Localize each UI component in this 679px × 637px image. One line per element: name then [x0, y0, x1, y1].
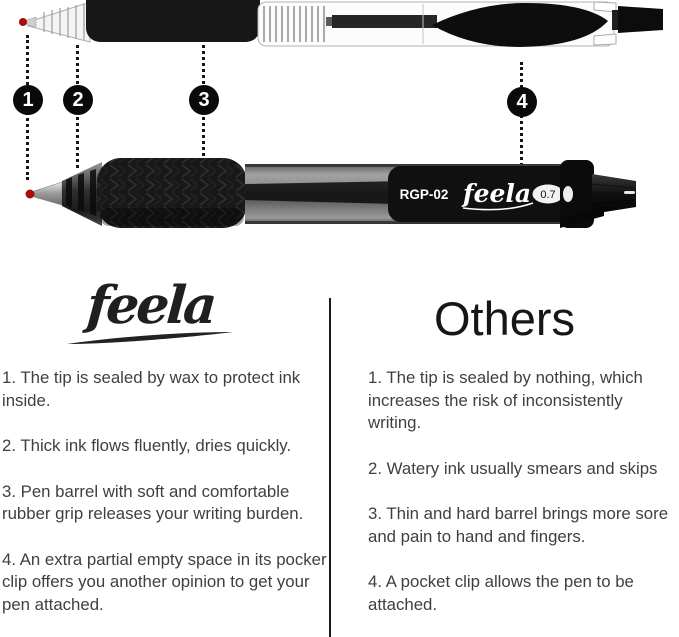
pen1-rubber-grip [86, 0, 260, 42]
pen2-red-ink-tip [26, 190, 35, 199]
callout-number: 4 [516, 91, 528, 113]
callout-marker-4 [507, 87, 537, 117]
feela-logo [58, 275, 242, 346]
feela-point-1: 1. The tip is sealed by wax to protect ink inside. [2, 368, 301, 410]
pen1-ink-refill [332, 15, 437, 28]
pen-model-text: RGP-02 [399, 187, 449, 202]
pen-brand-logo-text: feela [462, 179, 532, 208]
pen2-grip-shadow [100, 208, 244, 226]
others-heading: Others [433, 292, 576, 345]
pen1-red-ink-tip [19, 18, 27, 26]
pen1-clear-tip-cone [28, 2, 90, 42]
feela-point-2: 2. Thick ink flows fluently, dries quickly. [2, 436, 292, 455]
feela-point-4: 4. An extra partial empty space in its pocker clip offers you another opinion to get your pen attached. [2, 549, 327, 614]
callout-marker-1 [13, 85, 43, 115]
callout-marker-2 [63, 85, 93, 115]
pen2-clip-highlight [563, 186, 573, 202]
others-point-1: 1. The tip is sealed by nothing, which increases the risk of inconsistently writing. [368, 368, 643, 432]
others-point-3: 3. Thin and hard barrel brings more sore and pain to hand and fingers. [368, 504, 669, 546]
callout-number: 2 [72, 89, 84, 111]
pen-tip-size-text: 0.7 [540, 189, 556, 201]
pen2-metal-point [34, 182, 62, 205]
pen2-button-slot [624, 191, 635, 194]
callout-number: 3 [198, 89, 210, 111]
others-drawbacks-list [368, 367, 676, 637]
feela-benefits-list [2, 367, 336, 637]
pen1-cap-facet-bottom [594, 34, 616, 45]
others-point-2: 2. Watery ink usually smears and skips [368, 458, 658, 478]
callout-marker-3 [189, 85, 219, 115]
pen1-push-button [618, 6, 663, 33]
callout-number: 1 [22, 89, 34, 111]
pen1-metal-point [27, 17, 36, 27]
pen-top-view-image [0, 0, 679, 78]
feela-logo-text: feela [84, 275, 216, 336]
others-point-4: 4. A pocket clip allows the pen to be attached. [368, 572, 634, 614]
pen-side-view-image [0, 150, 679, 250]
feela-point-3: 3. Pen barrel with soft and comfortable rubber grip releases your writing burden. [2, 481, 304, 523]
